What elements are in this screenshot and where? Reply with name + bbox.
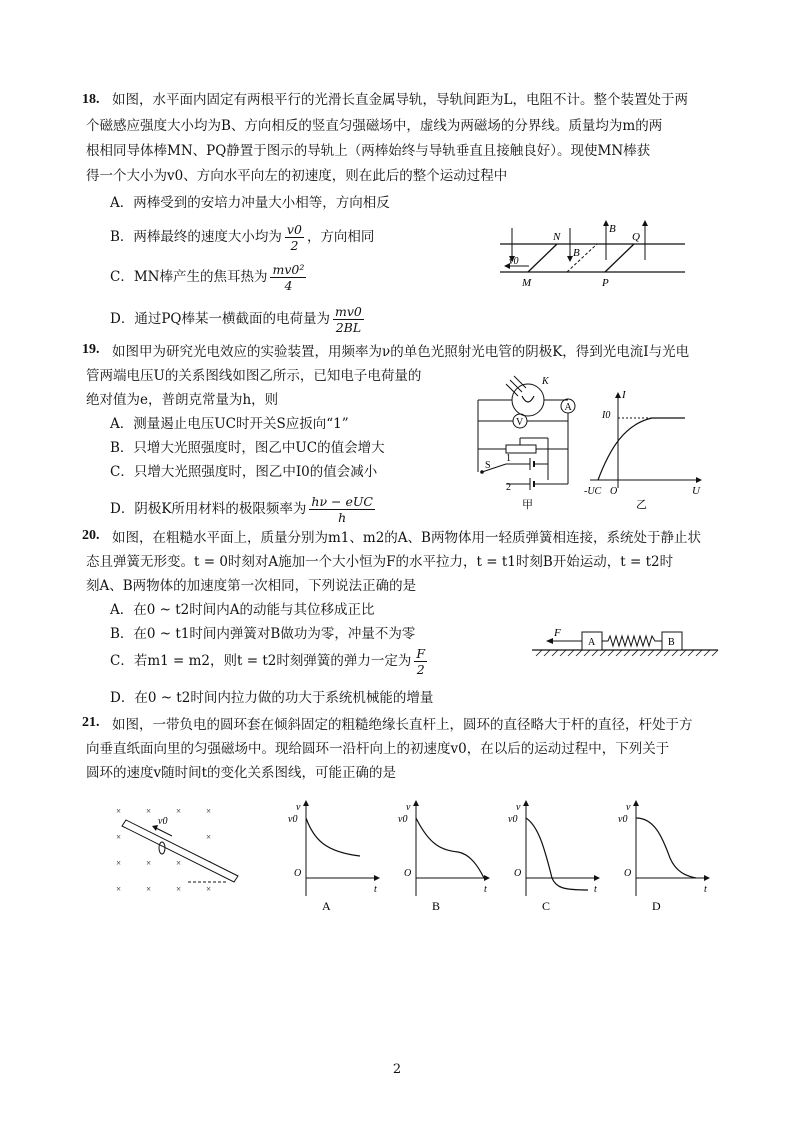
svg-text:×: × bbox=[116, 806, 122, 816]
option-d: D．在0 ~ t2时间内拉力做的功大于系统机械能的增量 bbox=[110, 690, 434, 706]
svg-text:×: × bbox=[116, 884, 122, 894]
label-n: N bbox=[553, 231, 561, 243]
vt-graph-a bbox=[270, 796, 380, 914]
question-number: 21. bbox=[82, 715, 100, 730]
svg-text:×: × bbox=[206, 884, 212, 894]
option-text: D．通过PQ棒某一横截面的电荷量为 bbox=[110, 311, 330, 327]
arrowhead bbox=[546, 638, 553, 644]
question-number: 20. bbox=[82, 528, 100, 543]
label-a: A bbox=[564, 402, 572, 413]
label-q: Q bbox=[632, 231, 640, 243]
option-d bbox=[110, 494, 378, 525]
label-v0: v0 bbox=[158, 816, 168, 827]
circuit-figure bbox=[470, 368, 590, 513]
label-o: O bbox=[610, 486, 618, 497]
option-text: C．MN棒产生的焦耳热为 bbox=[110, 269, 268, 285]
fraction bbox=[270, 262, 306, 293]
svg-text:×: × bbox=[146, 884, 152, 894]
rheostat bbox=[506, 445, 536, 453]
question-text-line: 如图，在粗糙水平面上，质量分别为m1、m2的A、B两物体用一轻质弹簧相连接，系统处于静止状 bbox=[112, 530, 701, 546]
question-text-line: 如图，一带负电的圆环套在倾斜固定的粗糙绝缘长直杆上，圆环的直径略大于杆的直径，杆处于方 bbox=[112, 717, 693, 733]
arrowhead bbox=[633, 800, 639, 806]
arrowhead bbox=[615, 392, 621, 398]
rod-pq bbox=[605, 244, 634, 272]
option-text: D．阴极K所用材料的极限频率为 bbox=[110, 501, 307, 517]
phototube bbox=[512, 384, 544, 416]
label-o: O bbox=[514, 868, 522, 879]
svg-text:×: × bbox=[206, 832, 212, 842]
svg-text:×: × bbox=[176, 806, 182, 816]
v0-arrow bbox=[156, 828, 172, 836]
label-b: B bbox=[573, 247, 580, 259]
arrowhead bbox=[696, 477, 702, 483]
arrowhead bbox=[704, 875, 710, 881]
label-o: O bbox=[294, 868, 302, 879]
question-text-line: 根相同导体棒MN、PQ静置于图示的导轨上（两棒始终与导轨垂直且接触良好）。现使MN棒获 bbox=[86, 143, 651, 159]
denominator: 4 bbox=[284, 278, 293, 293]
question-18 bbox=[82, 88, 714, 112]
label-uc: -UC bbox=[584, 486, 602, 497]
question-text-line: 管两端电压U的关系图线如图乙所示，已知电子电荷量的 bbox=[86, 368, 422, 384]
label-1: 1 bbox=[506, 453, 511, 464]
ground-hatch bbox=[536, 650, 718, 656]
option-text: ，方向相同 bbox=[306, 229, 375, 245]
rod bbox=[122, 820, 238, 882]
vt-curve bbox=[636, 818, 696, 878]
numerator: v0 bbox=[286, 222, 302, 237]
vt-curve bbox=[526, 818, 588, 890]
vt-graph-d bbox=[600, 796, 710, 914]
option-text: B．两棒最终的速度大小均为 bbox=[110, 229, 282, 245]
denominator: 2 bbox=[416, 662, 425, 677]
question-text-line: 得一个大小为v0、方向水平向左的初速度，则在此后的整个运动过程中 bbox=[86, 168, 508, 184]
question-text-line: 刻A、B两物体的加速度第一次相同，下列说法正确的是 bbox=[86, 578, 417, 594]
numerator: mv0² bbox=[272, 262, 305, 277]
option-a: A．测量遏止电压UC时开关S应扳向“1” bbox=[110, 416, 349, 432]
label-v0: v0 bbox=[509, 256, 519, 267]
label-b: B bbox=[609, 223, 616, 235]
label-f: F bbox=[554, 627, 561, 639]
question-text-line: 个磁感应强度大小均为B、方向相反的竖直匀强磁场中，虚线为两磁场的分界线。质量均为m的两 bbox=[86, 118, 663, 134]
arrowhead bbox=[413, 800, 419, 806]
field-figure bbox=[110, 800, 250, 900]
denominator: h bbox=[338, 510, 347, 525]
question-text-line: 圆环的速度v随时间t的变化关系图线，可能正确的是 bbox=[86, 765, 397, 781]
label-v0: v0 bbox=[288, 814, 298, 825]
question-text-line: 绝对值为e，普朗克常量为h，则 bbox=[86, 392, 279, 408]
fraction bbox=[309, 494, 375, 525]
option-a: A．在0 ~ t2时间内A的动能与其位移成正比 bbox=[110, 602, 375, 618]
option-c: C．只增大光照强度时，图乙中I0的值会减小 bbox=[110, 464, 378, 480]
question-text-line: 态且弹簧无形变。t = 0时刻对A施加一个大小恒为F的水平拉力，t = t1时刻B开始运动，t = t2时 bbox=[86, 554, 674, 570]
label-v0: v0 bbox=[398, 814, 408, 825]
question-number: 18. bbox=[82, 92, 100, 107]
graph-label: A bbox=[322, 899, 331, 913]
graph-label: C bbox=[542, 899, 551, 913]
question-number: 19. bbox=[82, 342, 100, 357]
figure-label: 乙 bbox=[636, 499, 647, 511]
option-a: A．两棒受到的安培力冲量大小相等，方向相反 bbox=[110, 195, 390, 211]
label-v0: v0 bbox=[508, 814, 518, 825]
label-v: v bbox=[296, 802, 301, 813]
label-t: t bbox=[374, 884, 377, 895]
vt-curve bbox=[416, 818, 484, 878]
fraction bbox=[414, 646, 427, 677]
option-text: C．若m1 = m2，则t = t2时刻弹簧的弹力一定为 bbox=[110, 653, 412, 669]
question-text-line: 如图甲为研究光电效应的实验装置，用频率为ν的单色光照射光电管的阴极K，得到光电流I与光电 bbox=[112, 344, 690, 360]
label-v0: v0 bbox=[618, 814, 628, 825]
iu-curve bbox=[598, 418, 685, 480]
label-t: t bbox=[594, 884, 597, 895]
vt-graph-c bbox=[490, 796, 600, 914]
arrowhead bbox=[523, 800, 529, 806]
svg-text:×: × bbox=[176, 858, 182, 868]
numerator: mv0 bbox=[334, 304, 362, 319]
svg-text:×: × bbox=[116, 858, 122, 868]
label-b: B bbox=[668, 637, 675, 648]
label-2: 2 bbox=[506, 482, 511, 493]
option-b: B．只增大光照强度时，图乙中UC的值会增大 bbox=[110, 440, 385, 456]
fraction bbox=[285, 222, 304, 253]
label-o: O bbox=[404, 868, 412, 879]
denominator: 2 bbox=[290, 238, 299, 253]
label-v: v bbox=[516, 802, 521, 813]
label-v: V bbox=[516, 417, 524, 428]
graph-label: D bbox=[652, 899, 661, 913]
svg-text:×: × bbox=[146, 858, 152, 868]
svg-text:×: × bbox=[206, 806, 212, 816]
iu-graph bbox=[580, 388, 710, 513]
label-m: M bbox=[522, 277, 532, 289]
spring bbox=[602, 636, 662, 646]
vt-graph-b bbox=[380, 796, 490, 914]
denominator: 2BL bbox=[335, 320, 362, 335]
arrowhead bbox=[303, 800, 309, 806]
option-b bbox=[110, 222, 374, 253]
label-a: A bbox=[588, 637, 596, 648]
graph-label: B bbox=[432, 899, 441, 913]
label-v: v bbox=[626, 802, 631, 813]
fraction bbox=[333, 304, 364, 335]
svg-text:×: × bbox=[176, 884, 182, 894]
label-u: U bbox=[692, 485, 700, 497]
vt-curve bbox=[306, 818, 360, 856]
cathode bbox=[522, 396, 534, 402]
svg-text:×: × bbox=[116, 832, 122, 842]
question-text-line: 向垂直纸面向里的匀强磁场中。现给圆环一沿杆向上的初速度v0，在以后的运动过程中，下列关于 bbox=[86, 741, 670, 757]
label-k: K bbox=[542, 376, 549, 387]
label-i0: I0 bbox=[602, 410, 611, 421]
label-o: O bbox=[624, 868, 632, 879]
arrowhead bbox=[642, 220, 648, 226]
label-s: S bbox=[485, 460, 491, 471]
option-b: B．在0 ~ t1时间内弹簧对B做功为零，冲量不为零 bbox=[110, 626, 416, 642]
label-v: v bbox=[406, 802, 411, 813]
label-t: t bbox=[704, 884, 707, 895]
rod-mn bbox=[528, 244, 557, 272]
option-c bbox=[110, 646, 430, 677]
option-c bbox=[110, 262, 309, 293]
numerator: hν − eUC bbox=[311, 494, 373, 509]
label-t: t bbox=[484, 884, 487, 895]
label-p: P bbox=[602, 277, 609, 289]
option-d bbox=[110, 304, 367, 335]
figure-label: 甲 bbox=[522, 499, 533, 511]
label-i: I bbox=[622, 389, 626, 401]
spring-figure bbox=[530, 622, 720, 662]
numerator: F bbox=[416, 646, 426, 661]
rails-figure bbox=[495, 220, 695, 290]
svg-text:×: × bbox=[146, 806, 152, 816]
question-text-line: 如图，水平面内固定有两根平行的光滑长直金属导轨，导轨间距为L，电阻不计。整个装置处于两 bbox=[112, 92, 688, 108]
page-number: 2 bbox=[392, 1062, 402, 1077]
